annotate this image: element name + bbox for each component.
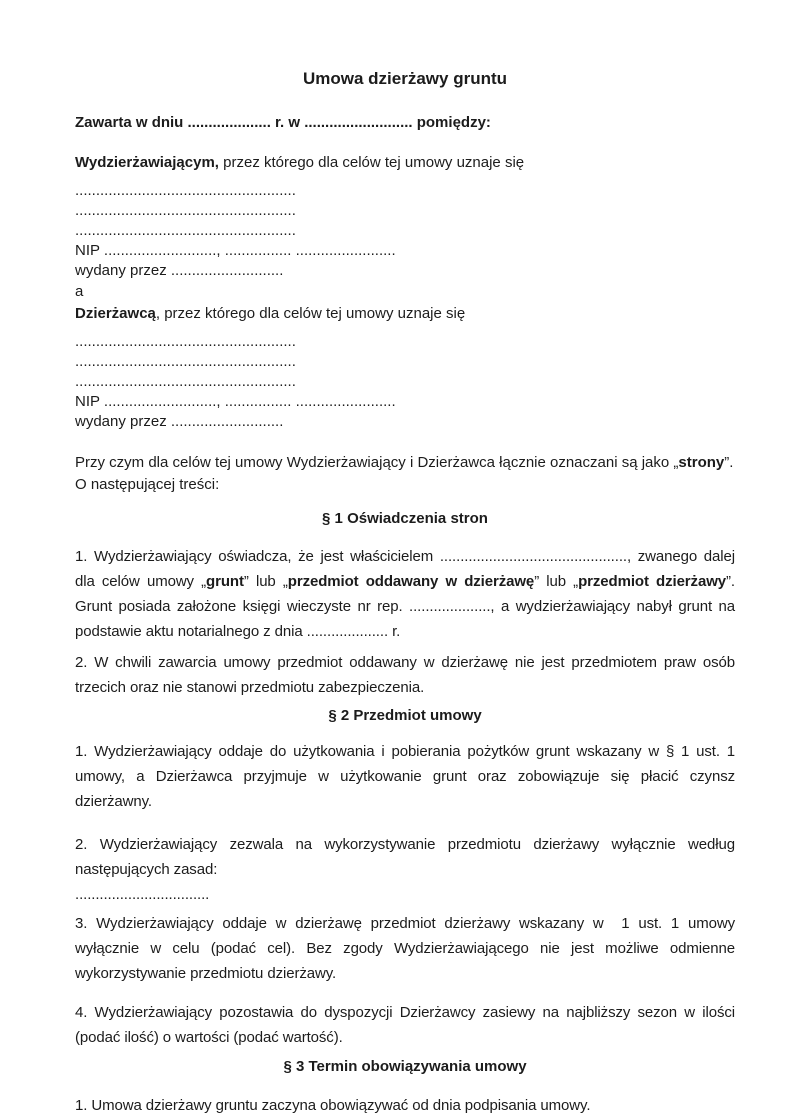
s1p1-text: 1. Wydzierżawiający oświadcza, że jest właścicielem .............................................., zwanego dalej dla celów umowy „: [75, 548, 735, 590]
lessor-role-label: Wydzierżawiającym,: [75, 154, 219, 171]
lessee-role-label: Dzierżawcą: [75, 305, 156, 322]
section-2-paragraph-2: 2. Wydzierżawiający zezwala na wykorzystywanie przedmiotu dzierżawy wyłącznie według następujących zasad:: [75, 836, 735, 878]
lessor-fill-line: .....................................................: [75, 202, 296, 219]
parties-connector: a: [75, 283, 84, 300]
s1p1-text: ” lub „: [243, 573, 288, 590]
lessor-descriptor: przez którego dla celów tej umowy uznaje się: [218, 154, 525, 171]
lessor-fill-line: .....................................................: [75, 222, 296, 239]
lessor-nip-line: NIP ..........................., ................ ........................: [75, 242, 396, 259]
lessee-nip-line: NIP ..........................., ................ ........................: [75, 393, 396, 410]
joint-clause-end: ”.: [724, 454, 734, 471]
lessee-fill-line: .....................................................: [75, 333, 296, 350]
lessee-issued-by-line: wydany przez ...........................: [75, 413, 284, 430]
section-2-paragraph-2-fill: .................................: [75, 886, 210, 903]
lessor-heading-line: [75, 152, 735, 173]
lessee-block: [75, 303, 735, 432]
intro-line: Zawarta w dniu .................... r. w .......................... pomiędzy:: [75, 114, 491, 131]
lessor-fill-line: .....................................................: [75, 182, 296, 199]
s1p1-term-przedmiot-oddawany: przedmiot oddawany w dzierżawę: [287, 573, 535, 590]
joint-clause-strony-term: strony: [678, 454, 725, 471]
s1p1-term-przedmiot-dzierzawy: przedmiot dzierżawy: [578, 573, 726, 590]
section-2-paragraph-3: 3. Wydzierżawiający oddaje w dzierżawę przedmiot dzierżawy wskazany w 1 ust. 1 umowy wyłącznie w celu (podać cel). Bez zgody Wydzierżawiającego nie jest możliwe odmienne wykorzystywanie przedmiotu dzierżawy.: [75, 915, 735, 982]
section-1-paragraph-2: 2. W chwili zawarcia umowy przedmiot oddawany w dzierżawę nie jest przedmiotem praw osób trzecich oraz nie stanowi przedmiotu zabezpieczenia.: [75, 654, 735, 696]
section-2-paragraph-1: 1. Wydzierżawiający oddaje do użytkowania i pobierania pożytków grunt wskazany w § 1 ust. 1 umowy, a Dzierżawca przyjmuje w użytkowanie grunt oraz zobowiązuje się płacić czynsz dzierżawny.: [75, 743, 735, 810]
document-title: Umowa dzierżawy gruntu: [302, 69, 508, 88]
joint-clause-line: [75, 452, 735, 474]
lessee-fill-line: .....................................................: [75, 373, 296, 390]
section-2-heading: § 2 Przedmiot umowy: [328, 707, 482, 724]
joint-clause-text: Przy czym dla celów tej umowy Wydzierżawiający i Dzierżawca łącznie oznaczani są jako „: [75, 454, 679, 471]
section-1-heading: § 1 Oświadczenia stron: [322, 510, 488, 527]
section-3-paragraph-1: 1. Umowa dzierżawy gruntu zaczyna obowiązywać od dnia podpisania umowy.: [75, 1097, 591, 1114]
content-lead-line: O następującej treści:: [75, 476, 220, 493]
lessee-descriptor: , przez którego dla celów tej umowy uznaje się: [155, 305, 466, 322]
lessee-fill-line: .....................................................: [75, 353, 296, 370]
section-3-heading: § 3 Termin obowiązywania umowy: [283, 1058, 527, 1075]
section-2-paragraph-4: 4. Wydzierżawiający pozostawia do dyspozycji Dzierżawcy zasiewy na najbliższy sezon w ilości (podać ilość) o wartości (podać wartość).: [75, 1004, 735, 1046]
s1p1-text: ” lub „: [534, 573, 579, 590]
lessor-issued-by-line: wydany przez ...........................: [75, 262, 284, 279]
s1p1-term-grunt: grunt: [206, 573, 244, 590]
s1p1-text: ”. Grunt posiada założone księgi wieczyste nr rep. ...................., a wydzierżawiający nabył grunt na podstawie aktu notarialnego z dnia .................... r.: [75, 573, 735, 640]
lessor-block: [75, 152, 735, 281]
joint-designation-clause: [75, 452, 735, 496]
lessee-heading-line: [75, 303, 735, 324]
section-1-paragraph-1: [75, 544, 735, 644]
